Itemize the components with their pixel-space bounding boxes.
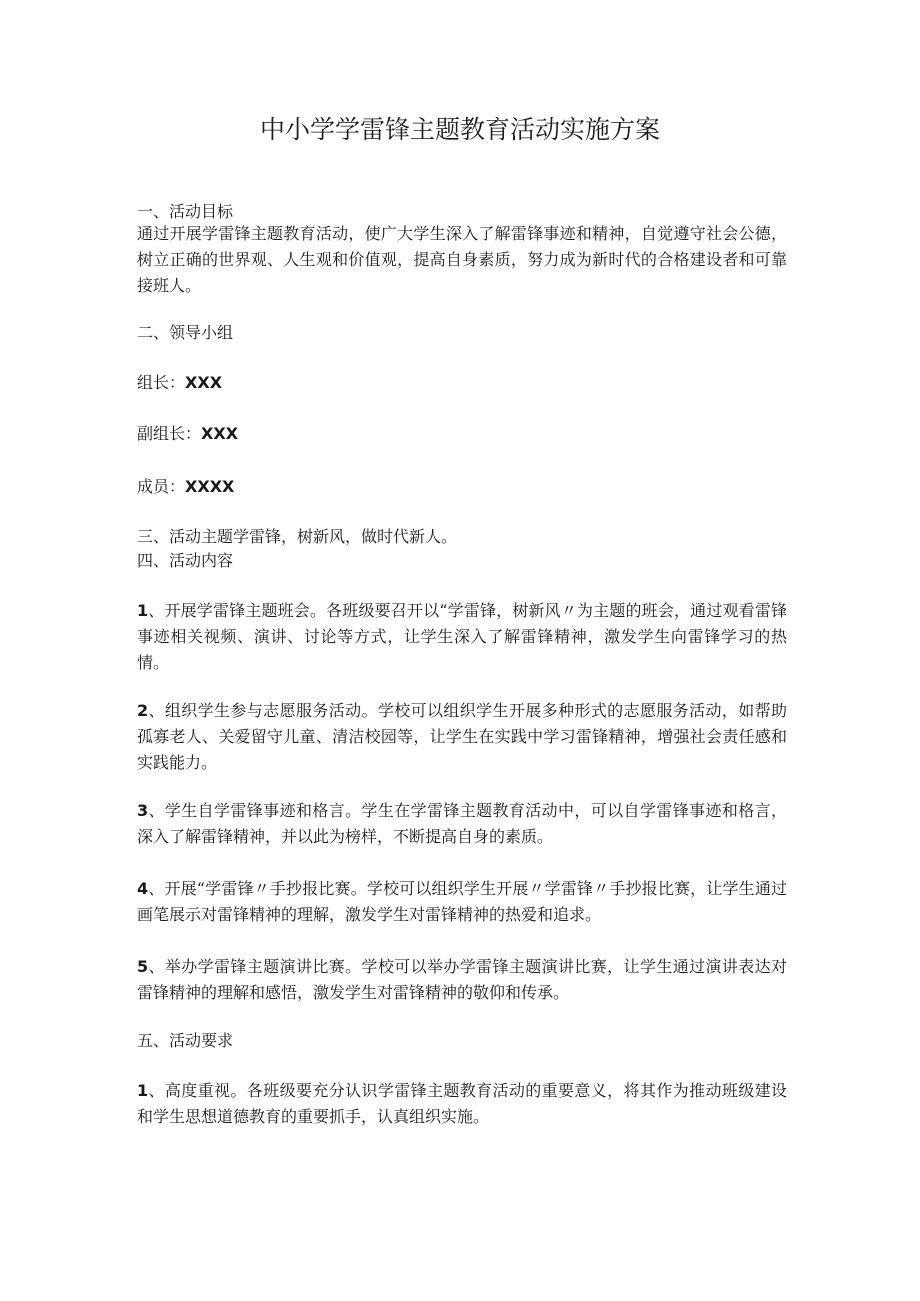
content-item-text: 、开展学雷锋主题班会。各班级要召开以“学雷锋，树新风〃为主题的班会，通过观看雷锋事迹相关视频、演讲、讨论等方式，让学生深入了解雷锋精神，激发学生向雷锋学习的热情。 [137,601,787,672]
content-item-number: 3 [137,801,149,820]
requirement-item-number: 1 [137,1081,149,1100]
section-goal-heading: 一、活动目标 [137,202,234,221]
section-goal-text: 通过开展学雷锋主题教育活动，使广大学生深入了解雷锋事迹和精神，自觉遵守社会公德，树立正确的世界观、人生观和价值观，提高自身素质，努力成为新时代的合格建设者和可靠接班人。 [137,224,787,295]
leader-value: XXX [185,373,223,392]
leader-line [137,370,787,396]
members-value: XXXX [185,477,235,496]
content-item-text: 、组织学生参与志愿服务活动。学校可以组织学生开展多种形式的志愿服务活动，如帮助孤寡老人、关爱留守儿童、清洁校园等，让学生在实践中学习雷锋精神，增强社会责任感和实践能力。 [137,701,787,772]
section-leadership-heading: 二、领导小组 [137,323,234,342]
section-content-heading: 四、活动内容 [137,551,234,570]
document-title: 中小学学雷锋主题教育活动实施方案 [259,115,660,144]
requirement-item [137,1078,787,1130]
deputy-label: 副组长： [137,424,202,443]
content-item-number: 1 [137,601,149,620]
deputy-value: XXX [201,424,239,443]
content-item-text: 、学生自学雷锋事迹和格言。学生在学雷锋主题教育活动中，可以自学雷锋事迹和格言，深入了解雷锋精神，并以此为榜样，不断提高自身的素质。 [137,801,787,846]
content-item-text: 、举办学雷锋主题演讲比赛。学校可以举办学雷锋主题演讲比赛，让学生通过演讲表达对雷锋精神的理解和感悟，激发学生对雷锋精神的敬仰和传承。 [137,957,787,1002]
content-item [137,598,787,676]
content-item-text: 、开展“学雷锋〃手抄报比赛。学校可以组织学生开展〃学雷锋〃手抄报比赛，让学生通过画笔展示对雷锋精神的理解，激发学生对雷锋精神的热爱和追求。 [137,879,787,924]
section-requirements-heading: 五、活动要求 [137,1031,234,1050]
deputy-line [137,421,787,447]
content-item [137,798,787,850]
members-label: 成员： [137,477,186,496]
leader-label: 组长： [137,373,186,392]
content-item-number: 5 [137,957,149,976]
requirement-item-text: 、高度重视。各班级要充分认识学雷锋主题教育活动的重要意义，将其作为推动班级建设和学生思想道德教育的重要抓手，认真组织实施。 [137,1081,787,1126]
content-item-number: 2 [137,701,149,720]
content-item-number: 4 [137,879,149,898]
content-item [137,876,787,928]
content-item [137,954,787,1006]
section-theme-text: 三、活动主题学雷锋，树新风，做时代新人。 [137,527,458,546]
content-item [137,698,787,776]
members-line [137,474,787,500]
